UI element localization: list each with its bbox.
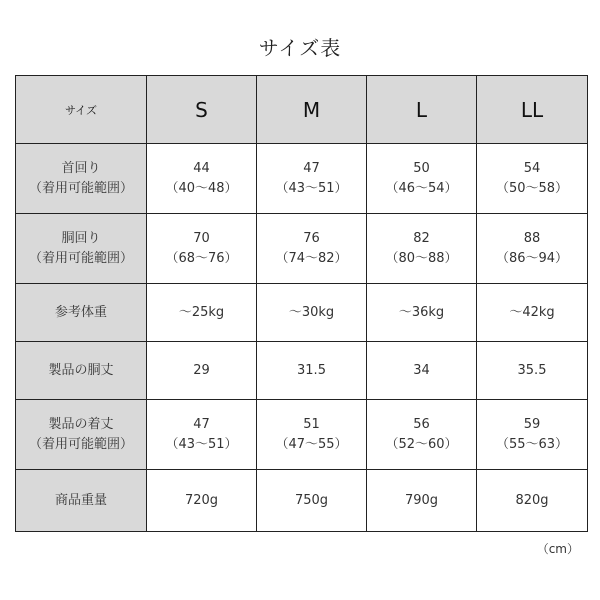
row-label: 製品の胴丈 xyxy=(16,342,147,400)
size-header-m: M xyxy=(257,76,367,144)
cell: 56 （52〜60） xyxy=(367,400,477,470)
row-label: 参考体重 xyxy=(16,284,147,342)
cell: 47 （43〜51） xyxy=(147,400,257,470)
cell: 〜36kg xyxy=(367,284,477,342)
row-label: 商品重量 xyxy=(16,470,147,532)
size-header-s: S xyxy=(147,76,257,144)
table-row-waist xyxy=(16,214,588,284)
unit-note: （cm） xyxy=(536,542,579,556)
cell: 54 （50〜58） xyxy=(477,144,588,214)
cell: 34 xyxy=(367,342,477,400)
cell: 790g xyxy=(367,470,477,532)
size-table xyxy=(15,75,588,532)
table-row-product-weight xyxy=(16,470,588,532)
cell: 70 （68〜76） xyxy=(147,214,257,284)
cell: 750g xyxy=(257,470,367,532)
cell: 29 xyxy=(147,342,257,400)
cell: 82 （80〜88） xyxy=(367,214,477,284)
header-row xyxy=(16,76,588,144)
cell: 31.5 xyxy=(257,342,367,400)
row-label: 胴回り （着用可能範囲） xyxy=(16,214,147,284)
cell: 47 （43〜51） xyxy=(257,144,367,214)
size-header-ll: LL xyxy=(477,76,588,144)
cell: 44 （40〜48） xyxy=(147,144,257,214)
row-label: 製品の着丈 （着用可能範囲） xyxy=(16,400,147,470)
cell: 88 （86〜94） xyxy=(477,214,588,284)
cell: 〜42kg xyxy=(477,284,588,342)
cell: 720g xyxy=(147,470,257,532)
table-row-weight xyxy=(16,284,588,342)
table-row-body-length xyxy=(16,342,588,400)
cell: 〜25kg xyxy=(147,284,257,342)
cell: 59 （55〜63） xyxy=(477,400,588,470)
table-row-total-length xyxy=(16,400,588,470)
cell: 51 （47〜55） xyxy=(257,400,367,470)
cell: 35.5 xyxy=(477,342,588,400)
corner-header: サイズ xyxy=(16,76,147,144)
cell: 50 （46〜54） xyxy=(367,144,477,214)
size-header-l: L xyxy=(367,76,477,144)
page-title: サイズ表 xyxy=(258,36,342,60)
table-row-neck xyxy=(16,144,588,214)
row-label: 首回り （着用可能範囲） xyxy=(16,144,147,214)
cell: 〜30kg xyxy=(257,284,367,342)
cell: 820g xyxy=(477,470,588,532)
cell: 76 （74〜82） xyxy=(257,214,367,284)
